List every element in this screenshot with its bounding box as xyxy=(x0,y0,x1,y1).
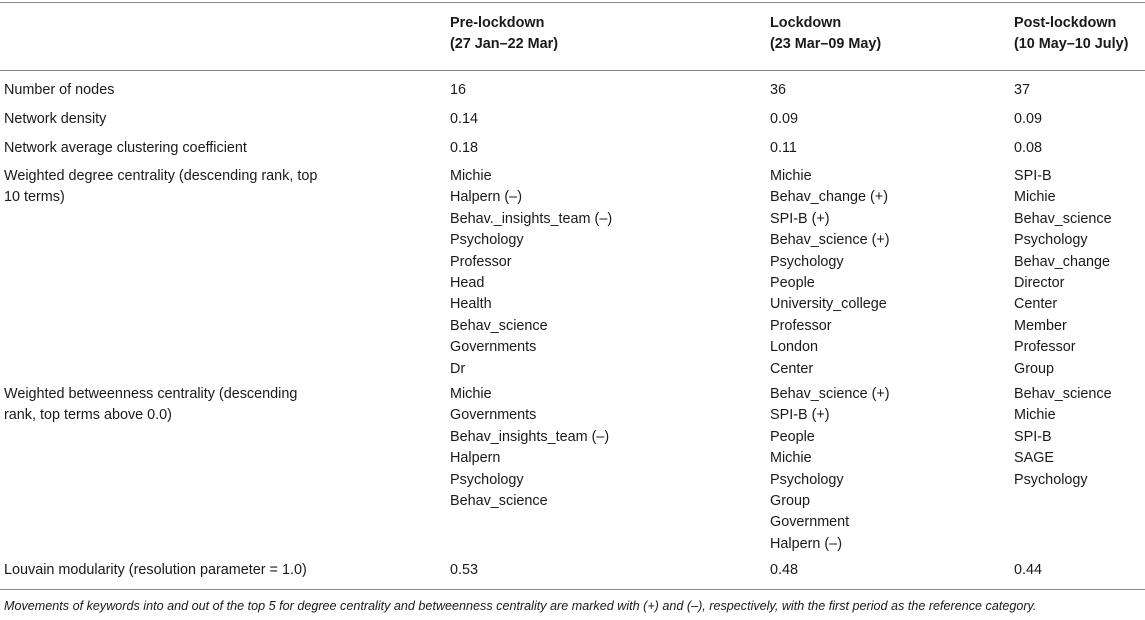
term: Dr xyxy=(450,360,466,377)
row-label: Number of nodes xyxy=(4,82,115,98)
lockdown-value: 0.09 xyxy=(770,111,799,127)
term: Psychology xyxy=(770,471,844,488)
table-top-rule xyxy=(0,2,1145,3)
row-label-line-1: Weighted betweenness centrality (descending xyxy=(4,386,298,402)
term: SPI-B xyxy=(1014,428,1052,445)
term: Governments xyxy=(450,339,537,356)
term: SPI-B xyxy=(1014,168,1052,184)
lockdown-value: 0.11 xyxy=(770,140,797,156)
header-pre-lockdown-title: Pre-lockdown xyxy=(450,15,545,31)
term: Behav_science xyxy=(1014,210,1112,227)
term: Michie xyxy=(770,450,812,467)
term: Michie xyxy=(450,386,492,402)
term: Professor xyxy=(770,317,832,334)
term: Psychology xyxy=(1014,232,1088,249)
row-label-line-1: Weighted degree centrality (descending rank, top xyxy=(4,168,318,184)
term: Michie xyxy=(450,168,492,184)
term: Behav_insights_team (–) xyxy=(450,428,610,445)
lockdown-terms xyxy=(770,384,1000,555)
term: Behav_science (+) xyxy=(770,386,890,402)
term: Behav._insights_team (–) xyxy=(450,210,613,227)
term: Psychology xyxy=(1014,471,1088,488)
term: Director xyxy=(1014,275,1065,292)
term: People xyxy=(770,275,815,292)
term: Halpern (–) xyxy=(770,535,842,552)
term: Member xyxy=(1014,317,1067,334)
row-label: Network density xyxy=(4,111,107,127)
pre-lockdown-value: 0.14 xyxy=(450,111,479,127)
header-post-lockdown xyxy=(1014,13,1128,55)
pre-lockdown-value: 0.53 xyxy=(450,562,479,578)
pre-lockdown-terms xyxy=(450,384,750,512)
term: Behav_science (+) xyxy=(770,232,890,249)
term: London xyxy=(770,339,819,356)
term: Group xyxy=(1014,360,1054,377)
term: Governments xyxy=(450,407,537,424)
term: Health xyxy=(450,296,492,313)
header-post-lockdown-title: Post-lockdown xyxy=(1014,15,1117,31)
header-rule xyxy=(0,70,1145,71)
header-pre-lockdown xyxy=(450,13,558,55)
row-label-line-2: rank, top terms above 0.0) xyxy=(4,407,172,424)
term: People xyxy=(770,428,815,445)
row-label-line-2: 10 terms) xyxy=(4,189,65,206)
term: SAGE xyxy=(1014,450,1054,467)
term: Psychology xyxy=(450,232,524,249)
term: Government xyxy=(770,514,850,531)
term: Michie xyxy=(1014,189,1056,206)
pre-lockdown-value: 0.18 xyxy=(450,140,479,156)
term: SPI-B (+) xyxy=(770,407,830,424)
table-bottom-rule xyxy=(0,589,1145,590)
post-lockdown-terms xyxy=(1014,166,1144,380)
row-label: Network average clustering coefficient xyxy=(4,140,247,156)
table-footnote: Movements of keywords into and out of the top 5 for degree centrality and betweenness centrality are marked with (+) and (–), respectively, with the first period as the reference category. xyxy=(4,599,1037,613)
header-lockdown xyxy=(770,13,881,55)
row-label xyxy=(4,166,364,209)
term: Halpern xyxy=(450,450,501,467)
term: University_college xyxy=(770,296,887,313)
pre-lockdown-value: 16 xyxy=(450,82,467,98)
term: SPI-B (+) xyxy=(770,210,830,227)
post-lockdown-terms xyxy=(1014,384,1144,491)
post-lockdown-value: 0.44 xyxy=(1014,562,1043,578)
header-lockdown-title: Lockdown xyxy=(770,15,842,31)
header-pre-lockdown-dates: (27 Jan–22 Mar) xyxy=(450,36,558,52)
term: Behav_change xyxy=(1014,253,1111,270)
term: Professor xyxy=(1014,339,1076,356)
term: Professor xyxy=(450,253,512,270)
term: Halpern (–) xyxy=(450,189,522,206)
header-post-lockdown-dates: (10 May–10 July) xyxy=(1014,36,1129,52)
term: Michie xyxy=(1014,407,1056,424)
term: Behav_science xyxy=(1014,386,1112,402)
header-lockdown-dates: (23 Mar–09 May) xyxy=(770,36,882,52)
term: Behav_science xyxy=(450,493,548,510)
term: Center xyxy=(1014,296,1058,313)
row-label xyxy=(4,384,364,427)
post-lockdown-value: 0.09 xyxy=(1014,111,1043,127)
lockdown-value: 0.48 xyxy=(770,562,799,578)
term: Center xyxy=(770,360,814,377)
pre-lockdown-terms xyxy=(450,166,750,380)
term: Head xyxy=(450,275,485,292)
row-label: Louvain modularity (resolution parameter = 1.0) xyxy=(4,562,307,578)
lockdown-value: 36 xyxy=(770,82,787,98)
post-lockdown-value: 0.08 xyxy=(1014,140,1043,156)
term: Behav_science xyxy=(450,317,548,334)
term: Behav_change (+) xyxy=(770,189,889,206)
post-lockdown-value: 37 xyxy=(1014,82,1031,98)
term: Group xyxy=(770,493,810,510)
term: Psychology xyxy=(450,471,524,488)
term: Michie xyxy=(770,168,812,184)
term: Psychology xyxy=(770,253,844,270)
lockdown-terms xyxy=(770,166,1000,380)
